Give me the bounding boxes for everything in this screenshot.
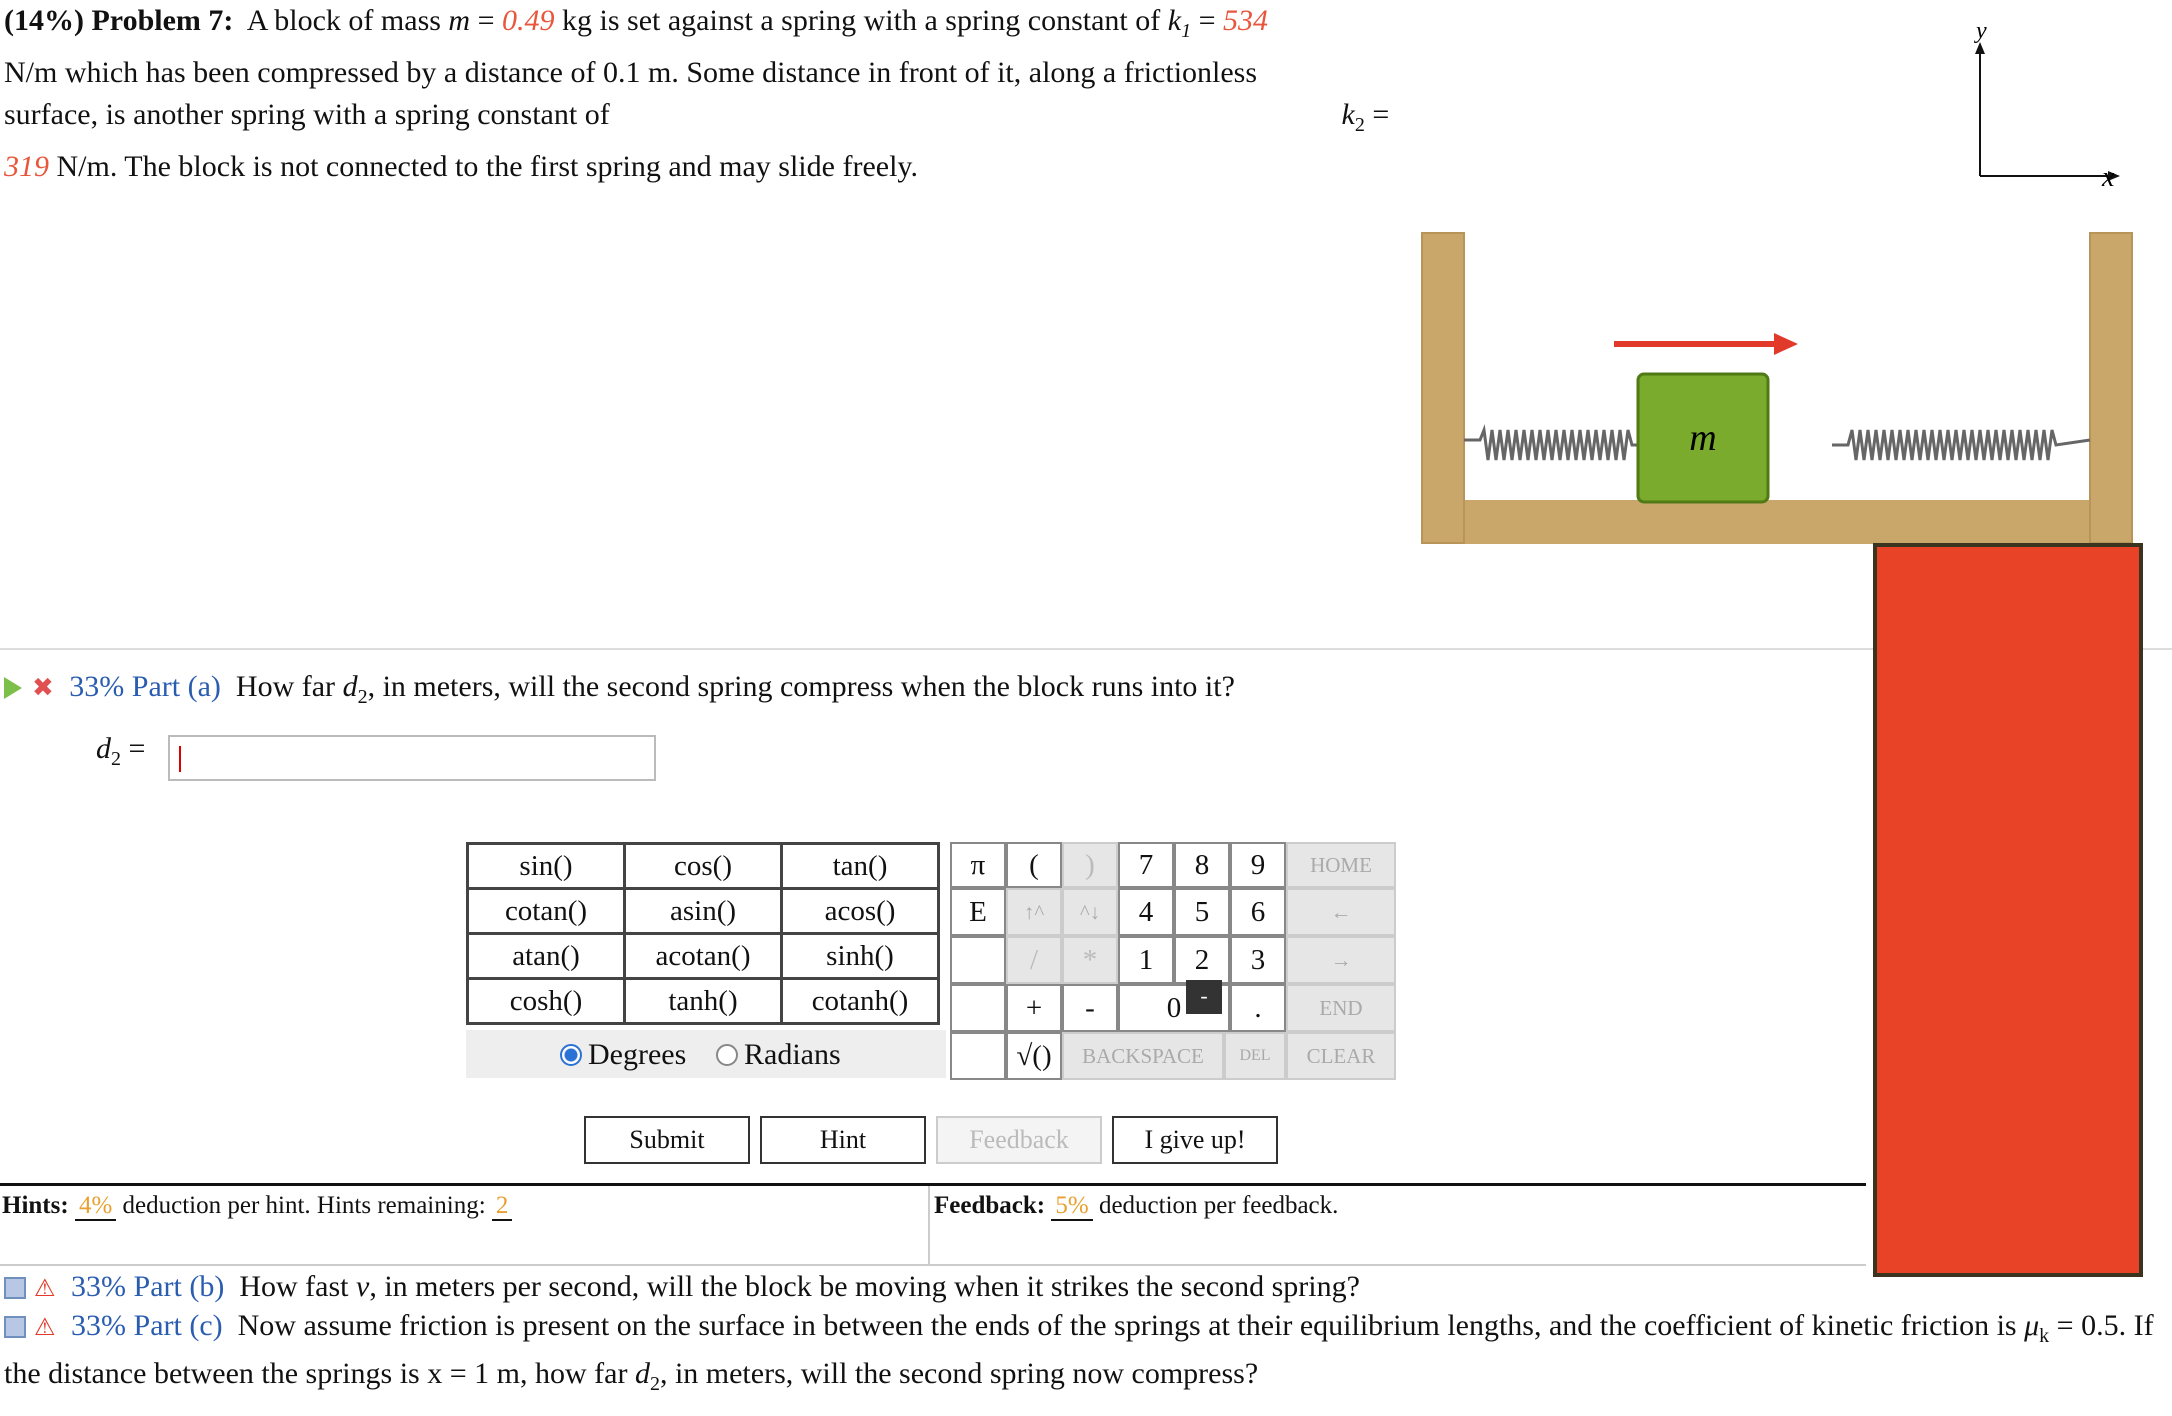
fn-tanh-button[interactable]: tanh()	[625, 979, 782, 1024]
spring-block-figure	[1400, 0, 2172, 560]
key-end[interactable]: END	[1286, 984, 1396, 1032]
part-a-question: How far	[235, 670, 336, 703]
part-b-question: How fast	[239, 1270, 349, 1303]
feedback-info	[934, 1188, 1338, 1224]
part-c[interactable]	[4, 1307, 2164, 1403]
axis-y-label: y	[1976, 18, 1987, 44]
key-minus[interactable]: -	[1062, 984, 1118, 1032]
key-rparen[interactable]: )	[1062, 842, 1118, 888]
section-divider	[0, 648, 2172, 650]
document-icon	[4, 1277, 26, 1299]
problem-text-3: N/m which has been compressed by a distance of 0.1 m. Some distance in front of it, along a frictionless surface, is another spring with a spring constant of	[4, 56, 1258, 131]
fn-acotan-button[interactable]: acotan()	[625, 934, 782, 979]
key-3[interactable]: 3	[1230, 936, 1286, 984]
fn-cos-button[interactable]: cos()	[625, 844, 782, 889]
wooden-box	[1422, 233, 2132, 544]
fn-cotan-button[interactable]: cotan()	[468, 889, 625, 934]
key-7[interactable]: 7	[1118, 842, 1174, 888]
part-a-question-2: , in meters, will the second spring compress when the block runs into it?	[367, 670, 1235, 703]
fn-cotanh-button[interactable]: cotanh()	[782, 979, 939, 1024]
answer-input[interactable]	[168, 735, 656, 781]
key-sqrt[interactable]: √()	[1006, 1032, 1062, 1080]
answer-var: d	[96, 732, 111, 765]
degrees-label: Degrees	[588, 1038, 687, 1071]
key-blank-3[interactable]	[950, 1032, 1006, 1080]
key-blank-2[interactable]	[950, 984, 1006, 1032]
key-del[interactable]: DEL	[1224, 1032, 1286, 1080]
part-a-percent: 33%	[69, 670, 125, 703]
hints-pct: 4%	[75, 1192, 116, 1221]
right-spring-icon	[1832, 430, 2090, 460]
key-plus[interactable]: +	[1006, 984, 1062, 1032]
fn-sinh-button[interactable]: sinh()	[782, 934, 939, 979]
problem-text-2: kg is set against a spring with a spring constant of	[562, 4, 1161, 37]
give-up-button[interactable]: I give up!	[1112, 1116, 1278, 1164]
key-lparen[interactable]: (	[1006, 842, 1062, 888]
k2-value: 319	[4, 150, 49, 183]
warning-icon: ⚠	[34, 1274, 56, 1302]
key-6[interactable]: 6	[1230, 888, 1286, 936]
key-blank-1[interactable]	[950, 936, 1006, 984]
submit-button[interactable]: Submit	[584, 1116, 750, 1164]
key-left[interactable]: ←	[1286, 888, 1396, 936]
function-table	[466, 842, 940, 1025]
part-a-header	[4, 665, 1235, 719]
hint-button[interactable]: Hint	[760, 1116, 926, 1164]
part-b-percent: 33%	[71, 1270, 127, 1303]
part-c-question: Now assume friction is present on the surface in between the ends of the springs at their equilibrium lengths, and the coefficient of kinetic friction is	[237, 1309, 2017, 1342]
fn-acos-button[interactable]: acos()	[782, 889, 939, 934]
part-c-percent: 33%	[71, 1309, 127, 1342]
radians-option[interactable]	[716, 1038, 841, 1072]
play-icon[interactable]	[4, 677, 22, 699]
equals-sign: =	[1372, 98, 1390, 131]
key-1[interactable]: 1	[1118, 936, 1174, 984]
incorrect-x-icon: ✖	[32, 673, 54, 703]
part-c-label: Part (c)	[133, 1309, 223, 1342]
equals-sign: =	[1198, 4, 1216, 37]
problem-statement	[4, 0, 1404, 188]
part-c-mu-sub: k	[2039, 1325, 2050, 1347]
problem-title: Problem 7:	[91, 4, 234, 37]
part-c-mu: μ	[2024, 1309, 2040, 1342]
part-c-question-3: , in meters, will the second spring now compress?	[659, 1357, 1259, 1390]
problem-percent: (14%)	[4, 4, 84, 37]
key-clear[interactable]: CLEAR	[1286, 1032, 1396, 1080]
part-c-question-2: = 0.5. If the distance between the springs is x = 1 m, how far	[4, 1309, 2154, 1390]
hints-feedback-separator	[928, 1186, 930, 1264]
hints-label: Hints:	[2, 1192, 69, 1219]
key-5[interactable]: 5	[1174, 888, 1230, 936]
degrees-radio[interactable]	[560, 1044, 582, 1066]
feedback-pct: 5%	[1051, 1192, 1092, 1221]
warning-icon: ⚠	[34, 1313, 56, 1341]
feedback-text: deduction per feedback.	[1098, 1192, 1339, 1219]
key-home[interactable]: HOME	[1286, 842, 1396, 888]
block-label: m	[1689, 417, 1717, 459]
velocity-arrow-icon	[1614, 333, 1798, 355]
fn-sin-button[interactable]: sin()	[468, 844, 625, 889]
answer-sub: 2	[111, 748, 121, 770]
var-k2: k	[1341, 98, 1355, 131]
part-a-var: d	[342, 670, 358, 703]
fn-asin-button[interactable]: asin()	[625, 889, 782, 934]
k2-subscript: 2	[1354, 114, 1365, 136]
key-2[interactable]: 2	[1174, 936, 1230, 984]
equals-sign: =	[477, 4, 495, 37]
fn-atan-button[interactable]: atan()	[468, 934, 625, 979]
mass-value: 0.49	[502, 4, 555, 37]
hints-info	[2, 1188, 512, 1224]
degrees-option[interactable]	[560, 1038, 686, 1072]
k1-value: 534	[1223, 4, 1269, 37]
part-a-sub: 2	[357, 686, 368, 708]
k1-subscript: 1	[1181, 20, 1192, 42]
part-c-d-sub: 2	[649, 1373, 660, 1395]
key-multiply[interactable]: *	[1062, 936, 1118, 984]
key-0[interactable]: 0	[1118, 984, 1230, 1032]
key-divide[interactable]: /	[1006, 936, 1062, 984]
key-e[interactable]: E	[950, 888, 1006, 936]
var-k1: k	[1167, 4, 1182, 37]
fn-cosh-button[interactable]: cosh()	[468, 979, 625, 1024]
axis-x-label: x	[2102, 162, 2115, 193]
hints-text: deduction per hint. Hints remaining:	[122, 1192, 486, 1219]
feedback-button[interactable]: Feedback	[936, 1116, 1102, 1164]
key-backspace[interactable]: BACKSPACE	[1062, 1032, 1224, 1080]
hints-remaining: 2	[492, 1192, 513, 1221]
answer-eq: =	[121, 732, 146, 765]
part-b-question-2: , in meters per second, will the block be moving when it strikes the second spring?	[369, 1270, 1360, 1303]
hints-divider	[0, 1183, 1866, 1186]
key-dot[interactable]: .	[1230, 984, 1286, 1032]
fn-tan-button[interactable]: tan()	[782, 844, 939, 889]
document-icon	[4, 1316, 26, 1338]
var-m: m	[448, 4, 471, 37]
key-8[interactable]: 8	[1174, 842, 1230, 888]
text-caret	[179, 746, 181, 772]
part-a-label: Part (a)	[131, 670, 221, 703]
key-right[interactable]: →	[1286, 936, 1396, 984]
radians-label: Radians	[744, 1038, 841, 1071]
problem-text-4: N/m. The block is not connected to the first spring and may slide freely.	[56, 150, 918, 183]
key-pi[interactable]: π	[950, 842, 1006, 888]
key-9[interactable]: 9	[1230, 842, 1286, 888]
problem-text-1: A block of mass	[246, 4, 441, 37]
red-overlay-box	[1873, 543, 2143, 1277]
key-4[interactable]: 4	[1118, 888, 1174, 936]
radians-radio[interactable]	[716, 1044, 738, 1066]
part-b-label: Part (b)	[133, 1270, 225, 1303]
parts-b-c	[4, 1268, 2164, 1403]
left-spring-icon	[1464, 430, 1638, 460]
axes-icon	[1974, 18, 2120, 193]
part-b-var: v	[355, 1270, 370, 1303]
part-c-d: d	[634, 1357, 650, 1390]
answer-label	[96, 732, 145, 771]
angle-mode	[466, 1030, 946, 1078]
section-divider-2	[0, 1264, 1866, 1266]
key-up[interactable]: ↑^	[1006, 888, 1062, 936]
key-negative[interactable]: -	[1186, 980, 1222, 1014]
key-down[interactable]: ^↓	[1062, 888, 1118, 936]
feedback-label: Feedback:	[934, 1192, 1046, 1219]
part-b[interactable]	[4, 1268, 2164, 1307]
